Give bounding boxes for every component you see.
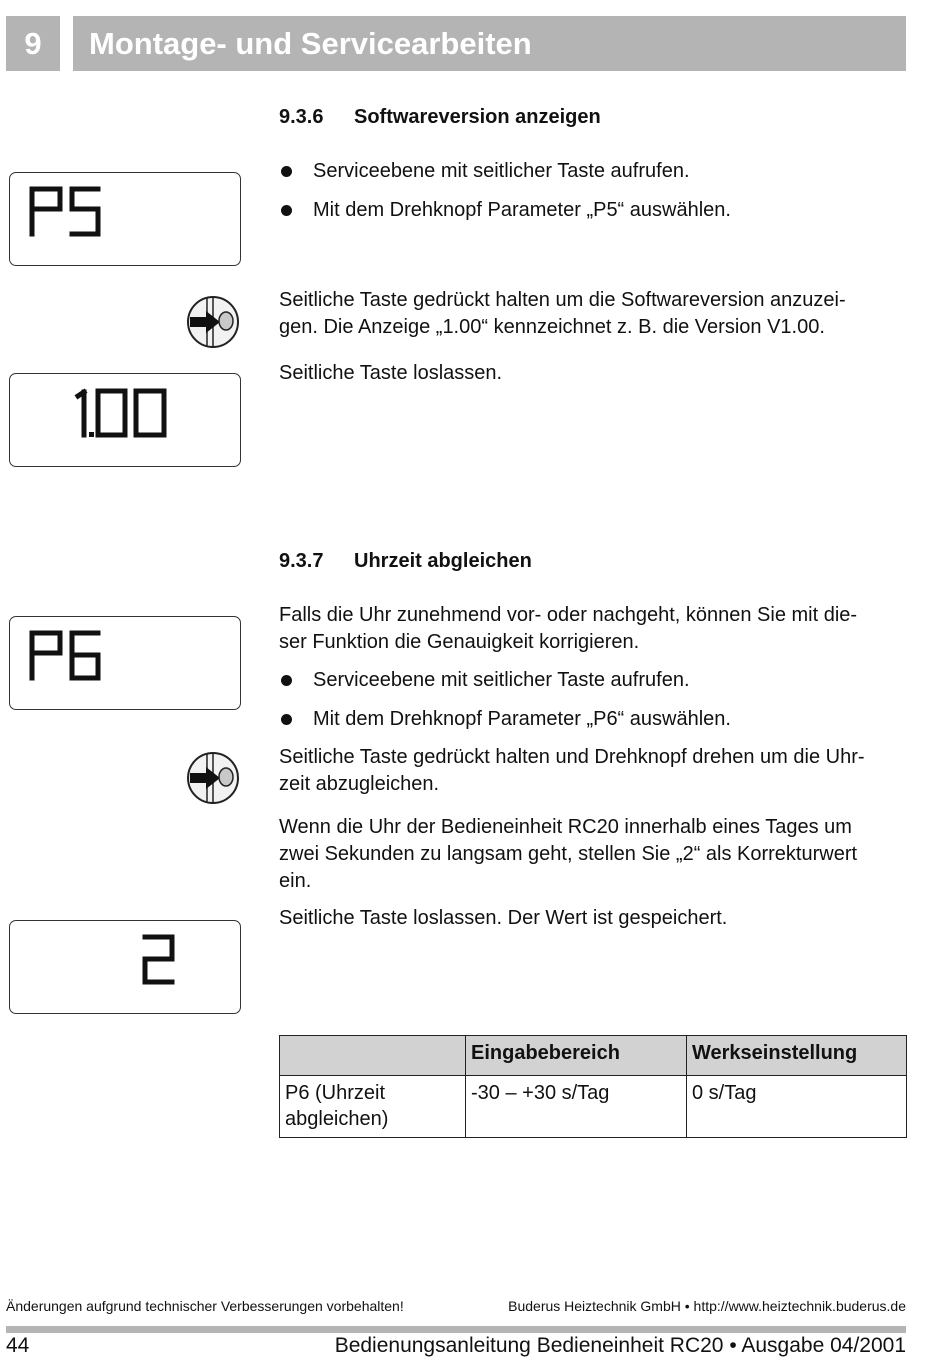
section-heading-937 — [0, 550, 950, 576]
table-row — [280, 1076, 907, 1138]
bullet-icon — [281, 166, 292, 177]
table-cell-default: 0 s/Tag — [687, 1076, 907, 1138]
lcd-segment-glyphs — [10, 173, 242, 267]
section-number: 9.3.6 — [279, 106, 324, 128]
side-button-press-icon — [186, 751, 240, 805]
section-title: Uhrzeit abgleichen — [354, 550, 532, 572]
page-number: 44 — [6, 1334, 30, 1357]
footer-divider — [6, 1326, 906, 1333]
parameter-table — [279, 1035, 907, 1138]
table-header-cell — [280, 1036, 466, 1076]
chapter-title: Montage- und Servicearbeiten — [73, 16, 906, 71]
paragraph: Wenn die Uhr der Bedieneinheit RC20 innerhalb eines Tages um zwei Sekunden zu langsam geht, stellen Sie „2“ als Korrekturwert ein. — [279, 816, 858, 892]
list-item: Mit dem Drehknopf Parameter „P6“ auswählen. — [279, 706, 907, 733]
list-item: Serviceebene mit seitlicher Taste aufrufen. — [279, 158, 907, 185]
paragraph: Seitliche Taste gedrückt halten um die Softwareversion anzuzei- gen. Die Anzeige „1.00“ kennzeichnet z. B. die Version V1.00. — [279, 289, 846, 338]
lcd-display — [9, 616, 241, 710]
section-heading-936 — [0, 106, 950, 132]
table-header-cell: Werkseinstellung — [687, 1036, 907, 1076]
lcd-display — [9, 373, 241, 467]
table-cell-range: -30 – +30 s/Tag — [466, 1076, 687, 1138]
list-item: Serviceebene mit seitlicher Taste aufrufen. — [279, 667, 907, 694]
table-header-row — [280, 1036, 907, 1076]
section-number: 9.3.7 — [279, 550, 324, 572]
table-header-cell: Eingabebereich — [466, 1036, 687, 1076]
lcd-segment-glyphs — [10, 374, 242, 468]
footer-notice: Änderungen aufgrund technischer Verbesserungen vorbehalten! — [6, 1298, 404, 1314]
side-button-press-icon — [186, 295, 240, 349]
paragraph: Seitliche Taste loslassen. — [279, 362, 503, 384]
paragraph: Seitliche Taste loslassen. Der Wert ist gespeichert. — [279, 907, 728, 929]
footer-document-title: Bedienungsanleitung Bedieneinheit RC20 • Ausgabe 04/2001 — [334, 1334, 906, 1357]
table-cell-parameter: P6 (Uhrzeit abgleichen) — [280, 1076, 466, 1138]
footer-company: Buderus Heiztechnik GmbH • http://www.heiztechnik.buderus.de — [508, 1298, 906, 1314]
bullet-icon — [281, 675, 292, 686]
paragraph: Seitliche Taste gedrückt halten und Drehknopf drehen um die Uhr- zeit abzugleichen. — [279, 746, 865, 795]
chapter-number: 9 — [6, 16, 60, 71]
section-title: Softwareversion anzeigen — [354, 106, 601, 128]
lcd-segment-glyphs — [10, 617, 242, 711]
paragraph: Falls die Uhr zunehmend vor- oder nachgeht, können Sie mit die- ser Funktion die Genauigkeit korrigieren. — [279, 604, 858, 653]
list-item: Mit dem Drehknopf Parameter „P5“ auswählen. — [279, 197, 907, 224]
bullet-icon — [281, 714, 292, 725]
bullet-icon — [281, 205, 292, 216]
lcd-display — [9, 172, 241, 266]
lcd-display — [9, 920, 241, 1014]
lcd-segment-glyphs — [10, 921, 242, 1015]
